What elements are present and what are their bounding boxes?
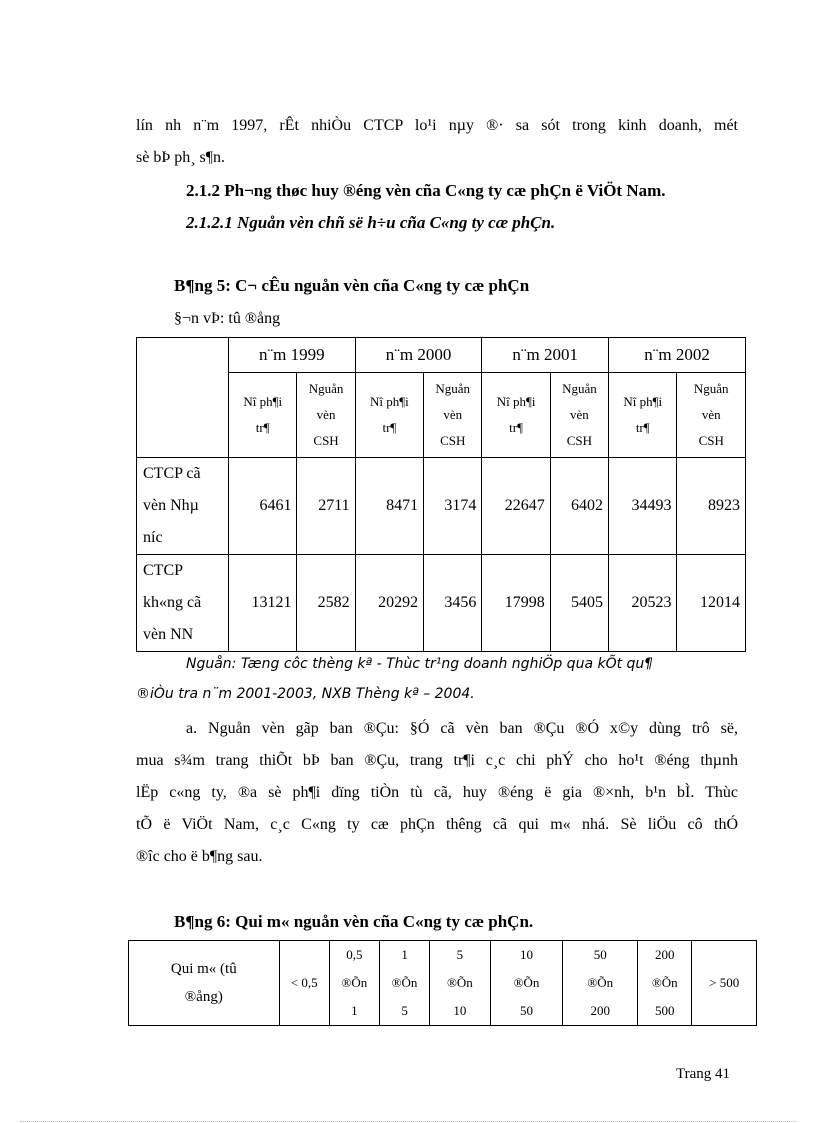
heading-2-1-2: 2.1.2 Ph¬ng thøc huy ®éng vèn cña C«ng ty cæ phÇn ë ViÖt Nam. (186, 181, 666, 200)
table5-cell: 3174 (424, 458, 482, 555)
source-line-1: Nguån: Tæng côc thèng kª - Thùc tr¹ng doanh nghiÖp qua kÕt qu¶ (186, 656, 654, 672)
table6-cell: < 0,5 (279, 941, 329, 1026)
heading-2-1-2-1: 2.1.2.1 Nguån vèn chñ së h÷u cña C«ng ty cæ phÇn. (186, 213, 556, 232)
table6-cell: 1 ®Õn 5 (379, 941, 429, 1026)
table5-cell: 34493 (609, 458, 677, 555)
table-row (137, 458, 746, 555)
intro-line-2: sè bÞ ph¸ s¶n. (136, 149, 226, 166)
table5-cell: 2711 (297, 458, 355, 555)
table5 (136, 337, 746, 652)
table5-sub-debt: Nî ph¶i tr¶ (229, 373, 297, 458)
para-a-line-3: lËp c«ng ty, ®a sè ph¶i dïng tiÒn tù cã, huy ®éng ë gia ®×nh, b¹n bÌ. Thùc (136, 784, 738, 801)
table5-title: B¶ng 5: C¬ cÊu nguån vèn cña C«ng ty cæ phÇn (174, 276, 530, 295)
table5-sub-debt: Nî ph¶i tr¶ (355, 373, 423, 458)
table5-cell: 8923 (677, 458, 746, 555)
table6-cell: 50 ®Õn 200 (563, 941, 638, 1026)
page-bottom-divider (20, 1121, 796, 1122)
source-line-2: ®iÒu tra n¨m 2001-2003, NXB Thèng kª – 2004. (136, 686, 475, 702)
table5-unit: §¬n vÞ: tû ®ång (174, 310, 281, 327)
table5-year-2001: n¨m 2001 (482, 338, 609, 373)
table5-cell: 6402 (550, 458, 608, 555)
table6 (128, 940, 757, 1026)
table5-sub-equity: Nguån vèn CSH (677, 373, 746, 458)
table5-subheader-row (137, 373, 746, 458)
para-a-line-1: a. Nguån vèn gãp ban ®Çu: §Ó cã vèn ban ®Çu ®Ó x©y dùng trô së, (186, 720, 738, 737)
table5-cell: 22647 (482, 458, 550, 555)
table5-year-1999: n¨m 1999 (229, 338, 356, 373)
table6-label-cell: Qui m« (tû ®ång) (129, 941, 280, 1026)
table6-cell: 10 ®Õn 50 (490, 941, 563, 1026)
table5-cell: 3456 (424, 555, 482, 652)
table6-cell: > 500 (692, 941, 757, 1026)
table5-cell: 20523 (609, 555, 677, 652)
table5-sub-debt: Nî ph¶i tr¶ (482, 373, 550, 458)
intro-line-1: lín nh n¨m 1997, rÊt nhiÒu CTCP lo¹i nµy ®· sa sót trong kinh doanh, mét (136, 117, 738, 134)
table5-row-label: CTCP kh«ng cã vèn NN (137, 555, 229, 652)
table5-cell: 12014 (677, 555, 746, 652)
table5-year-2002: n¨m 2002 (609, 338, 746, 373)
table5-sub-equity: Nguån vèn CSH (297, 373, 355, 458)
table5-year-2000: n¨m 2000 (355, 338, 482, 373)
table5-sub-equity: Nguån vèn CSH (550, 373, 608, 458)
table-row (137, 555, 746, 652)
table5-cell: 8471 (355, 458, 423, 555)
table6-cell: 200 ®Õn 500 (638, 941, 692, 1026)
table5-year-row (137, 338, 746, 373)
table5-cell: 6461 (229, 458, 297, 555)
table5-corner-cell (137, 338, 229, 458)
para-a-line-4: tÕ ë ViÖt Nam, c¸c C«ng ty cæ phÇn thêng cã qui m« nhá. Sè liÖu cô thÓ (136, 816, 738, 833)
table5-sub-debt: Nî ph¶i tr¶ (609, 373, 677, 458)
table5-cell: 5405 (550, 555, 608, 652)
page-number: Trang 41 (676, 1066, 731, 1082)
table6-title: B¶ng 6: Qui m« nguån vèn cña C«ng ty cæ phÇn. (174, 912, 534, 931)
table5-sub-equity: Nguån vèn CSH (424, 373, 482, 458)
table5-cell: 13121 (229, 555, 297, 652)
table6-cell: 5 ®Õn 10 (430, 941, 490, 1026)
table5-cell: 17998 (482, 555, 550, 652)
para-a-line-5: ®îc cho ë b¶ng sau. (136, 848, 263, 865)
table6-cell: 0,5 ®Õn 1 (329, 941, 379, 1026)
table5-cell: 2582 (297, 555, 355, 652)
table5-row-label: CTCP cã vèn Nhµ níc (137, 458, 229, 555)
para-a-line-2: mua s¾m trang thiÕt bÞ ban ®Çu, trang tr¶i c¸c chi phÝ cho ho¹t ®éng thµnh (136, 752, 738, 769)
table-row (129, 941, 757, 1026)
table5-cell: 20292 (355, 555, 423, 652)
